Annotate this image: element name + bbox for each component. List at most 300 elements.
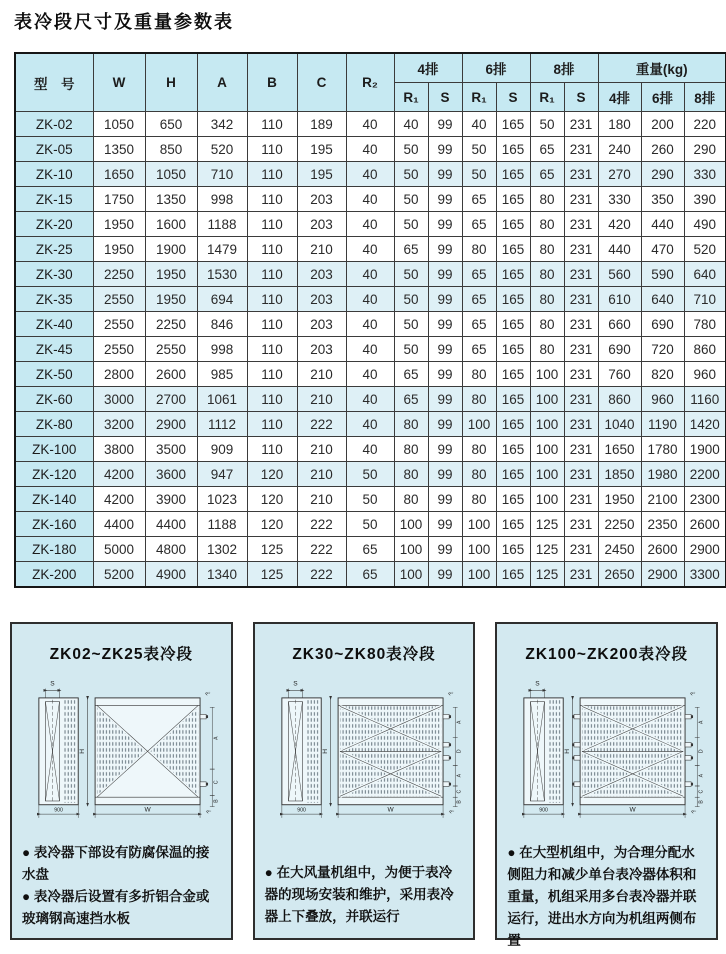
dim-label-right: B xyxy=(213,799,220,803)
value-cell: 165 xyxy=(496,487,530,512)
model-cell: ZK-45 xyxy=(15,337,93,362)
value-cell: 660 xyxy=(598,312,641,337)
value-cell: 985 xyxy=(197,362,247,387)
panel-diagram xyxy=(507,670,706,842)
value-cell: 610 xyxy=(598,287,641,312)
value-cell: 520 xyxy=(684,237,726,262)
value-cell: 50 xyxy=(394,162,428,187)
dim-label-s: S xyxy=(535,680,540,688)
value-cell: 694 xyxy=(197,287,247,312)
value-cell: 231 xyxy=(564,137,598,162)
table-row xyxy=(15,262,726,287)
value-cell: 560 xyxy=(598,262,641,287)
value-cell: 222 xyxy=(297,537,346,562)
value-cell: 50 xyxy=(394,337,428,362)
value-cell: 80 xyxy=(462,462,496,487)
panel-diagram xyxy=(265,670,464,842)
value-cell: 520 xyxy=(197,137,247,162)
value-cell: 99 xyxy=(428,537,462,562)
value-cell: 125 xyxy=(530,512,564,537)
value-cell: 850 xyxy=(145,137,197,162)
value-cell: 99 xyxy=(428,187,462,212)
model-cell: ZK-60 xyxy=(15,387,93,412)
header-group-8rows: 8排 xyxy=(530,53,598,83)
value-cell: 1350 xyxy=(93,137,145,162)
model-cell: ZK-80 xyxy=(15,412,93,437)
panel-title: ZK30~ZK80表冷段 xyxy=(292,646,436,663)
value-cell: 231 xyxy=(564,487,598,512)
value-cell: 3000 xyxy=(93,387,145,412)
value-cell: 1190 xyxy=(641,412,684,437)
value-cell: 99 xyxy=(428,462,462,487)
value-cell: 2600 xyxy=(641,537,684,562)
value-cell: 165 xyxy=(496,262,530,287)
dim-label-right: A xyxy=(213,736,220,740)
value-cell: 125 xyxy=(530,537,564,562)
dim-label-w: W xyxy=(629,806,637,814)
table-row xyxy=(15,187,726,212)
value-cell: 50 xyxy=(394,262,428,287)
value-cell: 1950 xyxy=(145,287,197,312)
page-title: 表冷段尺寸及重量参数表 xyxy=(14,12,234,32)
header-group-6rows: 6排 xyxy=(462,53,530,83)
value-cell: 203 xyxy=(297,337,346,362)
value-cell: 210 xyxy=(297,487,346,512)
value-cell: 2650 xyxy=(598,562,641,588)
value-cell: 165 xyxy=(496,437,530,462)
value-cell: 260 xyxy=(641,137,684,162)
value-cell: 2900 xyxy=(641,562,684,588)
value-cell: 100 xyxy=(462,512,496,537)
value-cell: 342 xyxy=(197,112,247,137)
value-cell: 490 xyxy=(684,212,726,237)
model-cell: ZK-15 xyxy=(15,187,93,212)
value-cell: 210 xyxy=(297,237,346,262)
value-cell: 80 xyxy=(462,362,496,387)
value-cell: 50 xyxy=(462,162,496,187)
header-4rows-s: S xyxy=(428,83,462,112)
table-header xyxy=(15,53,726,112)
value-cell: 165 xyxy=(496,362,530,387)
value-cell: 2900 xyxy=(684,537,726,562)
value-cell: 125 xyxy=(247,562,297,588)
model-cell: ZK-180 xyxy=(15,537,93,562)
value-cell: 231 xyxy=(564,512,598,537)
value-cell: 65 xyxy=(462,337,496,362)
value-cell: 231 xyxy=(564,162,598,187)
table-row xyxy=(15,162,726,187)
value-cell: 222 xyxy=(297,512,346,537)
value-cell: 2900 xyxy=(145,412,197,437)
value-cell: 780 xyxy=(684,312,726,337)
value-cell: 1302 xyxy=(197,537,247,562)
value-cell: 1188 xyxy=(197,212,247,237)
value-cell: 40 xyxy=(346,137,394,162)
value-cell: 80 xyxy=(530,287,564,312)
value-cell: 110 xyxy=(247,312,297,337)
value-cell: 4900 xyxy=(145,562,197,588)
header-c: C xyxy=(297,53,346,112)
value-cell: 40 xyxy=(346,187,394,212)
value-cell: 40 xyxy=(346,287,394,312)
model-cell: ZK-25 xyxy=(15,237,93,262)
value-cell: 210 xyxy=(297,462,346,487)
value-cell: 231 xyxy=(564,337,598,362)
value-cell: 1188 xyxy=(197,512,247,537)
value-cell: 2700 xyxy=(145,387,197,412)
header-b: B xyxy=(247,53,297,112)
model-cell: ZK-40 xyxy=(15,312,93,337)
value-cell: 1650 xyxy=(93,162,145,187)
value-cell: 40 xyxy=(346,362,394,387)
value-cell: 165 xyxy=(496,462,530,487)
panel xyxy=(10,622,233,940)
value-cell: 231 xyxy=(564,462,598,487)
value-cell: 1850 xyxy=(598,462,641,487)
value-cell: 110 xyxy=(247,262,297,287)
value-cell: 40 xyxy=(394,112,428,137)
value-cell: 40 xyxy=(346,212,394,237)
model-cell: ZK-140 xyxy=(15,487,93,512)
value-cell: 2200 xyxy=(684,462,726,487)
value-cell: 110 xyxy=(247,437,297,462)
dim-label-900: 900 xyxy=(539,807,549,814)
value-cell: 222 xyxy=(297,412,346,437)
header-a: A xyxy=(197,53,247,112)
header-weight: 重量(kg) xyxy=(598,53,726,83)
value-cell: 231 xyxy=(564,237,598,262)
value-cell: 99 xyxy=(428,162,462,187)
value-cell: 125 xyxy=(530,562,564,588)
header-weight-8rows: 8排 xyxy=(684,83,726,112)
value-cell: 165 xyxy=(496,237,530,262)
value-cell: 1050 xyxy=(93,112,145,137)
value-cell: 2600 xyxy=(684,512,726,537)
header-weight-6rows: 6排 xyxy=(641,83,684,112)
model-cell: ZK-10 xyxy=(15,162,93,187)
value-cell: 110 xyxy=(247,287,297,312)
value-cell: 80 xyxy=(530,187,564,212)
value-cell: 222 xyxy=(297,562,346,588)
value-cell: 40 xyxy=(346,262,394,287)
value-cell: 350 xyxy=(641,187,684,212)
panel-note: ● 表冷器下部设有防腐保温的接水盘 xyxy=(22,845,210,882)
value-cell: 65 xyxy=(462,287,496,312)
value-cell: 50 xyxy=(394,187,428,212)
dim-label-right: C xyxy=(698,789,705,794)
value-cell: 65 xyxy=(394,387,428,412)
dim-label-r1: R₁ xyxy=(447,807,455,815)
dim-label-right: D xyxy=(698,749,705,754)
table-row xyxy=(15,437,726,462)
value-cell: 4200 xyxy=(93,487,145,512)
value-cell: 80 xyxy=(394,437,428,462)
value-cell: 65 xyxy=(530,137,564,162)
header-model: 型 号 xyxy=(15,53,93,112)
value-cell: 165 xyxy=(496,212,530,237)
header-w: W xyxy=(93,53,145,112)
dim-label-right: D xyxy=(456,749,463,754)
value-cell: 203 xyxy=(297,312,346,337)
value-cell: 330 xyxy=(684,162,726,187)
value-cell: 960 xyxy=(641,387,684,412)
dim-label-h: H xyxy=(321,748,329,754)
value-cell: 290 xyxy=(641,162,684,187)
value-cell: 1061 xyxy=(197,387,247,412)
panel xyxy=(495,622,718,948)
value-cell: 3300 xyxy=(684,562,726,588)
value-cell: 1900 xyxy=(684,437,726,462)
value-cell: 100 xyxy=(394,512,428,537)
value-cell: 860 xyxy=(684,337,726,362)
value-cell: 231 xyxy=(564,412,598,437)
value-cell: 165 xyxy=(496,562,530,588)
value-cell: 860 xyxy=(598,387,641,412)
table-row xyxy=(15,487,726,512)
value-cell: 2250 xyxy=(145,312,197,337)
header-8rows-s: S xyxy=(564,83,598,112)
value-cell: 120 xyxy=(247,462,297,487)
value-cell: 65 xyxy=(462,187,496,212)
value-cell: 2350 xyxy=(641,512,684,537)
value-cell: 180 xyxy=(598,112,641,137)
value-cell: 1050 xyxy=(145,162,197,187)
dim-label-right: A xyxy=(456,720,463,724)
header-group-4rows: 4排 xyxy=(394,53,462,83)
table-row xyxy=(15,237,726,262)
value-cell: 2300 xyxy=(684,487,726,512)
value-cell: 210 xyxy=(297,362,346,387)
value-cell: 231 xyxy=(564,362,598,387)
value-cell: 2250 xyxy=(598,512,641,537)
dim-label-900: 900 xyxy=(54,807,63,814)
table-row xyxy=(15,362,726,387)
dim-label-r2: R₂ xyxy=(446,689,454,697)
value-cell: 1900 xyxy=(145,237,197,262)
value-cell: 720 xyxy=(641,337,684,362)
value-cell: 165 xyxy=(496,137,530,162)
header-r2: R₂ xyxy=(346,53,394,112)
panel-diagram xyxy=(22,670,221,842)
table-row xyxy=(15,562,726,588)
dim-label-s: S xyxy=(50,680,55,688)
value-cell: 99 xyxy=(428,137,462,162)
value-cell: 100 xyxy=(530,362,564,387)
value-cell: 1350 xyxy=(145,187,197,212)
dim-label-h: H xyxy=(564,748,572,754)
value-cell: 231 xyxy=(564,287,598,312)
value-cell: 50 xyxy=(530,112,564,137)
value-cell: 1112 xyxy=(197,412,247,437)
panel-note: ● 在大型机组中，为合理分配水侧阻力和减少单台表冷器体积和重量，机组采用多台表冷器并联运行，进出水方向为机组两侧布置 xyxy=(507,845,697,948)
header-weight-4rows: 4排 xyxy=(598,83,641,112)
value-cell: 50 xyxy=(394,287,428,312)
value-cell: 1340 xyxy=(197,562,247,588)
value-cell: 203 xyxy=(297,212,346,237)
value-cell: 2800 xyxy=(93,362,145,387)
value-cell: 846 xyxy=(197,312,247,337)
value-cell: 210 xyxy=(297,387,346,412)
header-h: H xyxy=(145,53,197,112)
value-cell: 50 xyxy=(346,462,394,487)
table-row xyxy=(15,387,726,412)
model-cell: ZK-100 xyxy=(15,437,93,462)
value-cell: 40 xyxy=(346,112,394,137)
value-cell: 1950 xyxy=(93,212,145,237)
value-cell: 2550 xyxy=(93,287,145,312)
value-cell: 760 xyxy=(598,362,641,387)
dim-label-h: H xyxy=(78,748,86,754)
value-cell: 110 xyxy=(247,362,297,387)
value-cell: 998 xyxy=(197,337,247,362)
value-cell: 195 xyxy=(297,137,346,162)
value-cell: 40 xyxy=(462,112,496,137)
value-cell: 110 xyxy=(247,337,297,362)
value-cell: 231 xyxy=(564,212,598,237)
value-cell: 231 xyxy=(564,562,598,588)
table-row xyxy=(15,462,726,487)
model-cell: ZK-120 xyxy=(15,462,93,487)
value-cell: 650 xyxy=(145,112,197,137)
value-cell: 65 xyxy=(346,562,394,588)
table-row xyxy=(15,312,726,337)
value-cell: 1600 xyxy=(145,212,197,237)
panel xyxy=(253,622,476,940)
value-cell: 99 xyxy=(428,337,462,362)
value-cell: 690 xyxy=(641,312,684,337)
value-cell: 231 xyxy=(564,312,598,337)
value-cell: 1040 xyxy=(598,412,641,437)
dim-label-right: B xyxy=(698,800,705,804)
header-8rows-r1: R₁ xyxy=(530,83,564,112)
model-cell: ZK-160 xyxy=(15,512,93,537)
dim-label-right: A xyxy=(698,773,705,778)
value-cell: 80 xyxy=(394,412,428,437)
value-cell: 80 xyxy=(462,437,496,462)
value-cell: 1023 xyxy=(197,487,247,512)
value-cell: 99 xyxy=(428,212,462,237)
model-cell: ZK-35 xyxy=(15,287,93,312)
value-cell: 80 xyxy=(530,337,564,362)
value-cell: 1950 xyxy=(145,262,197,287)
value-cell: 1650 xyxy=(598,437,641,462)
value-cell: 590 xyxy=(641,262,684,287)
value-cell: 3600 xyxy=(145,462,197,487)
value-cell: 65 xyxy=(394,237,428,262)
panel-notes xyxy=(22,842,221,932)
value-cell: 1780 xyxy=(641,437,684,462)
value-cell: 50 xyxy=(394,212,428,237)
value-cell: 110 xyxy=(247,387,297,412)
dim-label-right: A xyxy=(698,720,705,724)
value-cell: 2100 xyxy=(641,487,684,512)
value-cell: 120 xyxy=(247,512,297,537)
panel-title: ZK02~ZK25表冷段 xyxy=(49,646,194,663)
value-cell: 1950 xyxy=(598,487,641,512)
value-cell: 270 xyxy=(598,162,641,187)
value-cell: 40 xyxy=(346,437,394,462)
value-cell: 110 xyxy=(247,237,297,262)
value-cell: 5200 xyxy=(93,562,145,588)
value-cell: 330 xyxy=(598,187,641,212)
value-cell: 40 xyxy=(346,237,394,262)
value-cell: 2550 xyxy=(93,337,145,362)
value-cell: 100 xyxy=(530,387,564,412)
value-cell: 909 xyxy=(197,437,247,462)
table-row xyxy=(15,137,726,162)
value-cell: 40 xyxy=(346,412,394,437)
value-cell: 40 xyxy=(346,312,394,337)
panel-note: ● 在大风量机组中，为便于表冷器的现场安装和维护，采用表冷器上下叠放，并联运行 xyxy=(264,865,454,924)
value-cell: 80 xyxy=(462,237,496,262)
value-cell: 290 xyxy=(684,137,726,162)
table-row xyxy=(15,287,726,312)
model-cell: ZK-30 xyxy=(15,262,93,287)
value-cell: 203 xyxy=(297,187,346,212)
model-cell: ZK-20 xyxy=(15,212,93,237)
value-cell: 1980 xyxy=(641,462,684,487)
value-cell: 1530 xyxy=(197,262,247,287)
value-cell: 960 xyxy=(684,362,726,387)
value-cell: 820 xyxy=(641,362,684,387)
dim-label-r1: R₁ xyxy=(690,807,698,815)
value-cell: 440 xyxy=(598,237,641,262)
model-cell: ZK-50 xyxy=(15,362,93,387)
value-cell: 165 xyxy=(496,112,530,137)
value-cell: 80 xyxy=(530,237,564,262)
value-cell: 80 xyxy=(530,312,564,337)
value-cell: 231 xyxy=(564,187,598,212)
value-cell: 99 xyxy=(428,362,462,387)
dim-label-right: C xyxy=(213,780,220,785)
dim-label-w: W xyxy=(144,806,151,814)
value-cell: 99 xyxy=(428,112,462,137)
value-cell: 110 xyxy=(247,412,297,437)
value-cell: 2600 xyxy=(145,362,197,387)
value-cell: 120 xyxy=(247,487,297,512)
value-cell: 231 xyxy=(564,537,598,562)
value-cell: 5000 xyxy=(93,537,145,562)
value-cell: 3900 xyxy=(145,487,197,512)
value-cell: 100 xyxy=(530,437,564,462)
value-cell: 1160 xyxy=(684,387,726,412)
model-cell: ZK-02 xyxy=(15,112,93,137)
panel-note: ● 表冷器后设置有多折铝合金或玻璃钢高速挡水板 xyxy=(22,889,210,926)
value-cell: 100 xyxy=(462,412,496,437)
value-cell: 99 xyxy=(428,312,462,337)
value-cell: 640 xyxy=(641,287,684,312)
value-cell: 203 xyxy=(297,262,346,287)
value-cell: 195 xyxy=(297,162,346,187)
value-cell: 100 xyxy=(462,562,496,588)
value-cell: 110 xyxy=(247,212,297,237)
value-cell: 165 xyxy=(496,337,530,362)
table-row xyxy=(15,337,726,362)
dim-label-right: A xyxy=(456,773,463,778)
value-cell: 65 xyxy=(346,537,394,562)
value-cell: 165 xyxy=(496,412,530,437)
value-cell: 640 xyxy=(684,262,726,287)
panels-row xyxy=(10,622,718,948)
value-cell: 240 xyxy=(598,137,641,162)
value-cell: 80 xyxy=(462,387,496,412)
value-cell: 690 xyxy=(598,337,641,362)
value-cell: 220 xyxy=(684,112,726,137)
value-cell: 165 xyxy=(496,512,530,537)
header-4rows-r1: R₁ xyxy=(394,83,428,112)
panel-notes xyxy=(265,862,464,930)
value-cell: 50 xyxy=(394,137,428,162)
